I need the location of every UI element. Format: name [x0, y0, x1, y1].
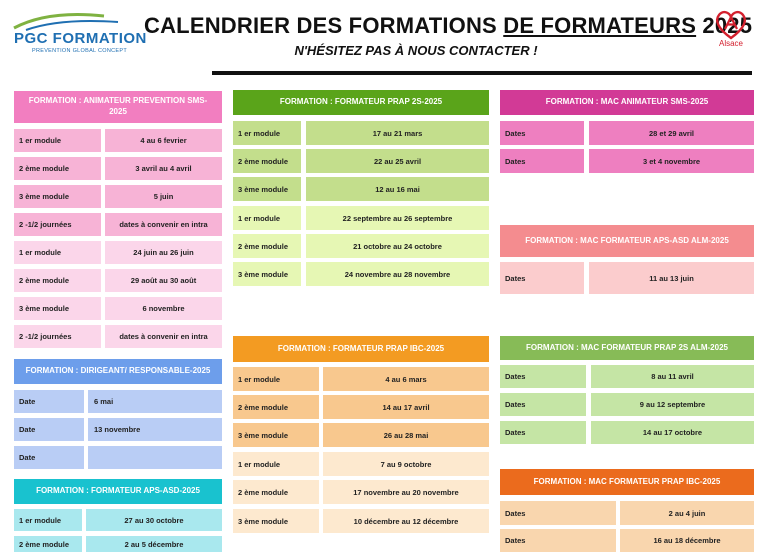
- mac-prap-ibc-row1-label: Dates: [500, 501, 616, 525]
- mac-animateur-sms-row2-label: Dates: [500, 149, 584, 173]
- mac-animateur-sms-row2-value: 3 et 4 novembre: [589, 149, 754, 173]
- prap-2s-row1-label: 1 er module: [233, 121, 301, 145]
- animateur-sms-row8-label: 2 -1/2 journées: [14, 325, 101, 348]
- mac-prap-ibc-row1-value: 2 au 4 juin: [620, 501, 754, 525]
- prap-2s-row2-label: 2 ème module: [233, 149, 301, 173]
- animateur-sms-row5-label: 1 er module: [14, 241, 101, 264]
- mac-prap-2s-row1-value: 8 au 11 avril: [591, 365, 754, 388]
- prap-ibc-row4-value: 7 au 9 octobre: [323, 452, 489, 476]
- aps-asd-row2-label: 2 ème module: [14, 536, 82, 552]
- panel-header-prap-ibc: FORMATION : FORMATEUR PRAP IBC-2025: [233, 336, 489, 362]
- prap-ibc-row6-label: 3 ème module: [233, 509, 319, 533]
- animateur-sms-row4-label: 2 -1/2 journées: [14, 213, 101, 236]
- mac-prap-ibc-row2-value: 16 au 18 décembre: [620, 529, 754, 552]
- animateur-sms-row5-value: 24 juin au 26 juin: [105, 241, 222, 264]
- dirigeant-row3-label: Date: [14, 446, 84, 469]
- prap-ibc-row1-label: 1 er module: [233, 367, 319, 391]
- prap-2s-row6-label: 3 ème module: [233, 262, 301, 286]
- dirigeant-row1-value: 6 mai: [88, 390, 222, 413]
- animateur-sms-row2-label: 2 ème module: [14, 157, 101, 180]
- animateur-sms-row4-value: dates à convenir en intra: [105, 213, 222, 236]
- mac-prap-ibc-row2-label: Dates: [500, 529, 616, 552]
- prap-2s-row1-value: 17 au 21 mars: [306, 121, 489, 145]
- prap-2s-row3-label: 3 ème module: [233, 177, 301, 201]
- prap-ibc-row3-label: 3 ème module: [233, 423, 319, 447]
- animateur-sms-row3-label: 3 ème module: [14, 185, 101, 208]
- aps-asd-row1-label: 1 er module: [14, 509, 82, 531]
- panel-header-mac-prap-ibc: FORMATION : MAC FORMATEUR PRAP IBC-2025: [500, 469, 754, 495]
- mac-animateur-sms-row1-label: Dates: [500, 121, 584, 145]
- alsace-label: Alsace: [718, 39, 743, 48]
- prap-2s-row6-value: 24 novembre au 28 novembre: [306, 262, 489, 286]
- dirigeant-row3-value: [88, 446, 222, 469]
- animateur-sms-row8-value: dates à convenir en intra: [105, 325, 222, 348]
- panel-header-animateur-sms: FORMATION : ANIMATEUR PREVENTION SMS-2025: [14, 91, 222, 123]
- prap-ibc-row1-value: 4 au 6 mars: [323, 367, 489, 391]
- mac-prap-2s-row2-label: Dates: [500, 393, 586, 416]
- alsace-heart-icon: [713, 8, 749, 40]
- logo-swoosh-icon: [8, 8, 138, 32]
- animateur-sms-row6-label: 2 ème module: [14, 269, 101, 292]
- mac-aps-asd-row1-label: Dates: [500, 262, 584, 294]
- page-title: CALENDRIER DES FORMATIONS DE FORMATEURS 2025: [144, 13, 753, 38]
- panel-header-mac-animateur-sms: FORMATION : MAC ANIMATEUR SMS-2025: [500, 90, 754, 115]
- animateur-sms-row7-value: 6 novembre: [105, 297, 222, 320]
- aps-asd-row2-value: 2 au 5 décembre: [86, 536, 222, 552]
- pgc-formation-logo: [8, 8, 147, 54]
- mac-aps-asd-row1-value: 11 au 13 juin: [589, 262, 754, 294]
- prap-ibc-row3-value: 26 au 28 mai: [323, 423, 489, 447]
- prap-2s-row4-value: 22 septembre au 26 septembre: [306, 206, 489, 230]
- dirigeant-row2-label: Date: [14, 418, 84, 441]
- prap-ibc-row2-value: 14 au 17 avril: [323, 395, 489, 419]
- prap-2s-row3-value: 12 au 16 mai: [306, 177, 489, 201]
- prap-ibc-row6-value: 10 décembre au 12 décembre: [323, 509, 489, 533]
- animateur-sms-row2-value: 3 avril au 4 avril: [105, 157, 222, 180]
- logo-subtitle-text: PREVENTION GLOBAL CONCEPT: [32, 48, 128, 54]
- animateur-sms-row7-label: 3 ème module: [14, 297, 101, 320]
- panel-header-prap-2s: FORMATION : FORMATEUR PRAP 2S-2025: [233, 90, 489, 115]
- prap-ibc-row5-value: 17 novembre au 20 novembre: [323, 480, 489, 504]
- mac-animateur-sms-row1-value: 28 et 29 avril: [589, 121, 754, 145]
- mac-prap-2s-row2-value: 9 au 12 septembre: [591, 393, 754, 416]
- panel-header-dirigeant: FORMATION : DIRIGEANT/ RESPONSABLE-2025: [14, 359, 222, 384]
- dirigeant-row1-label: Date: [14, 390, 84, 413]
- mac-prap-2s-row3-label: Dates: [500, 421, 586, 444]
- mac-prap-2s-row3-value: 14 au 17 octobre: [591, 421, 754, 444]
- aps-asd-row1-value: 27 au 30 octobre: [86, 509, 222, 531]
- prap-2s-row5-value: 21 octobre au 24 octobre: [306, 234, 489, 258]
- animateur-sms-row1-value: 4 au 6 fevrier: [105, 129, 222, 152]
- logo-brand-text: PGC FORMATION: [14, 30, 147, 47]
- page-subtitle: N'HÉSITEZ PAS À NOUS CONTACTER !: [294, 43, 538, 58]
- panel-header-mac-aps-asd: FORMATION : MAC FORMATEUR APS-ASD ALM-2025: [500, 225, 754, 257]
- prap-ibc-row4-label: 1 er module: [233, 452, 319, 476]
- dirigeant-row2-value: 13 novembre: [88, 418, 222, 441]
- panel-header-mac-prap-2s: FORMATION : MAC FORMATEUR PRAP 2S ALM-2025: [500, 336, 754, 360]
- prap-ibc-row2-label: 2 ème module: [233, 395, 319, 419]
- prap-2s-row4-label: 1 er module: [233, 206, 301, 230]
- animateur-sms-row6-value: 29 août au 30 août: [105, 269, 222, 292]
- prap-2s-row2-value: 22 au 25 avril: [306, 149, 489, 173]
- mac-prap-2s-row1-label: Dates: [500, 365, 586, 388]
- prap-2s-row5-label: 2 ème module: [233, 234, 301, 258]
- header-divider: [212, 71, 752, 75]
- animateur-sms-row3-value: 5 juin: [105, 185, 222, 208]
- panel-header-aps-asd: FORMATION : FORMATEUR APS-ASD-2025: [14, 479, 222, 504]
- animateur-sms-row1-label: 1 er module: [14, 129, 101, 152]
- alsace-logo: [713, 8, 749, 50]
- prap-ibc-row5-label: 2 ème module: [233, 480, 319, 504]
